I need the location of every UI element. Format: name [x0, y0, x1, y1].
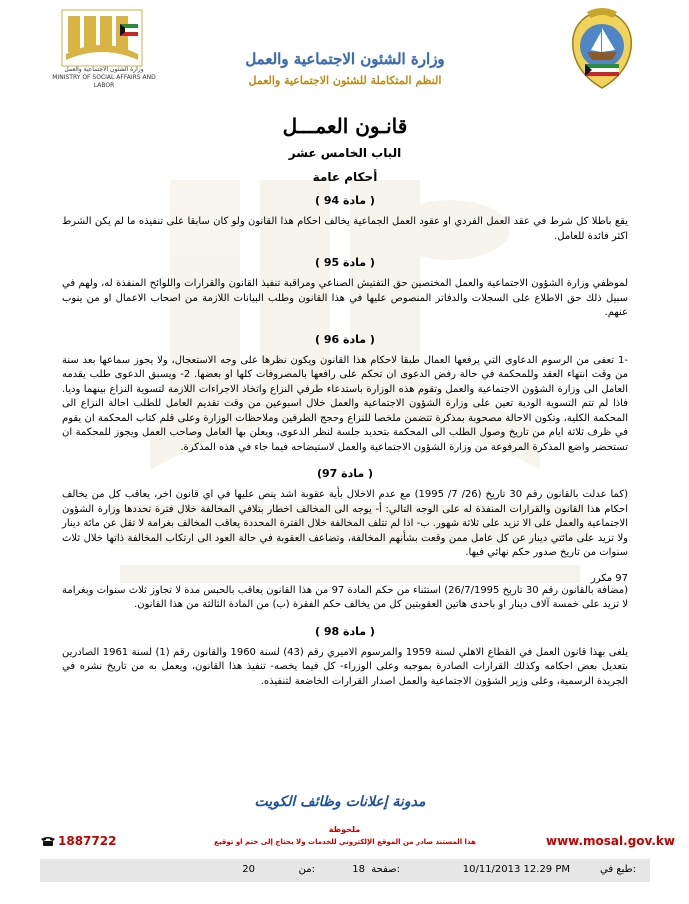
article-98-text: يلغى بهذا قانون العمل في القطاع الاهلي لسنة 1959 والمرسوم الاميري رقم (43) لسنة 1960 والقانون رقم (1) لسنة 1961 الصادرين بتعديل بعض احكامه وكذلك القرارات الصادرة بموجبه وعلى الوزراء- كل فيما يخصه- تنفيذ هذا القانون، ويعمل به من تاريخ نشره في الجريدة الرسمية، وعلى وزير الشؤون الاجتماعية والعمل اصدار القرارات الخاضعة لتنفيذه.: [62, 646, 629, 687]
page-label: صفحة:: [371, 864, 400, 875]
section-heading: أحكام عامة: [312, 170, 378, 184]
total-pages: 20: [242, 864, 255, 875]
article-97-text: (كما عدلت بالقانون رقم 30 تاريخ (26/ 7/ 1995) مع عدم الاخلال بأية عقوبة اشد ينص عليها في اي قانون اخر، يعاقب كل من يخالف احكام هذا القانون والقرارات المنفذة له على الوجه التالي: أ- يوجه الى المخالف اخطار بتلافي المخالفة خلال فترة تحددها وزارة الشؤون الاجتماعية والعمل على الا تزيد على ثلاثة شهور. ب- اذا لم تتلف المخالفة خلال الفترة المحددة يعاقب المخالف بغرامة لا تقل عن مائة دينار ولا تزيد على مائتي دينار عن كل عامل ممن وقعت بشأنهم المخالفة، وتضاعف العقوبة في حالة العود الى ارتكاب المخالفة ذاتها خلال ثلاث سنوات من تاريخ صدور حكم نهائي فيها.: [62, 489, 628, 558]
article-97-heading: ( مادة 97): [316, 467, 374, 480]
website-url[interactable]: www.mosal.gov.kw: [545, 834, 675, 848]
logo-caption: وزارة الشئون الاجتماعية والعمل MINISTRY OF SOCIAL AFFAIRS AND LABOR: [52, 66, 156, 89]
footer-note-title: ملحوظة: [328, 825, 361, 834]
article-96-heading: ( مادة 96 ): [315, 332, 375, 346]
article-94-text: يقع باطلا كل شرط في عقد العمل الفردي او عقود العمل الجماعية يخالف احكام هذا القانون ولو كان سابقا على تنفيذه ما لم يكن الشرط اكثر فائدة للعامل.: [62, 216, 628, 242]
ministry-title: وزارة الشئون الاجتماعية والعمل: [245, 50, 445, 68]
article-97-bis-label: 97 مكرر: [590, 572, 628, 584]
article-95-heading: ( مادة 95 ): [315, 256, 375, 269]
document-title: قانـون العمـــل: [282, 114, 408, 138]
print-datetime: 10/11/2013 12.29 PM: [462, 864, 570, 875]
blog-brand-caption: مدونة إعلانات وظائف الكويت: [254, 794, 426, 810]
page-number: 18: [352, 864, 365, 875]
print-label: طبع في:: [600, 864, 636, 875]
of-label: من:: [298, 864, 315, 875]
letterhead: [0, 0, 689, 108]
phone-icon: [40, 836, 56, 847]
article-97-bis-text: (مضافة بالقانون رقم 30 تاريخ 26/7/1995) استثناء من حكم المادة 97 من هذا القانون يعاقب بالحبس مدة لا تجاوز ثلاث سنوات وبغرامة لا تزيد على خمسة آلاف دينار او باحدى هاتين العقوبتين كل من يخالف حكم الفقرة (ب) من المادة الثالثة من هذا القانون.: [62, 584, 628, 610]
article-98-heading: ( مادة 98 ): [315, 624, 375, 638]
article-94-heading: ( مادة 94 ): [315, 194, 375, 207]
article-95-text: لموظفي وزارة الشؤون الاجتماعية والعمل المختصين حق التفتيش الصناعي ومراقبة تنفيذ القانون والقرارات واللوائح المنفذة له، ولهم في سبيل ذلك حق الاطلاع على السجلات والدفاتر المنصوص عليها في هذا القانون وطلب البيانات اللازمة من اصحاب الاعمال او من ينوب عنهم.: [62, 278, 628, 318]
document-body: [62, 108, 628, 695]
chapter-heading: الباب الخامس عشر: [288, 146, 402, 160]
footer-note-text: هذا المستند صادر من الموقع الإلكتروني للخدمات ولا يحتاج إلى ختم او توقيع: [214, 838, 476, 846]
print-info-bar: [40, 859, 650, 882]
ministry-subtitle: النظم المتكاملة للشئون الاجتماعية والعمل: [248, 74, 442, 87]
phone-number: 1887722: [58, 834, 117, 848]
article-96-text: -1 تعفى من الرسوم الدعاوى التي يرفعها العمال طبقا لاحكام هذا القانون ويكون نظرها على وجه الاستعجال، ولا يجوز سماعها بعد سنة من وقت انتهاء العقد وللمحكمة في حالة رفض الدعوى ان تحكم على رافعها بالمصروفات كلها او بعضها. 2- ويسبق الدعوى طلب يقدمه العامل الى وزارة الشؤون الاجتماعية والعمل وتقوم هذه الوزارة باستدعاء طرفي النزاع واتخاذ الاجراءات اللازمة لتسوية النزاع بينهما وديا. فاذا لم تتم التسوية الودية تعين على وزارة الشؤون الاجتماعية والعمل خلال اسبوعين من وقت تقديم العامل للطلب احالة النزاع الى المحكمة الكلية، وتكون الاحالة مصحوبة بمذكرة تتضمن ملخصا للنزاع وحجج الطرفين وملاحظات الوزارة وعلى قلم كتاب المحكمة ان يقوم في ظرف ثلاثة ايام من تاريخ وصول الطلب الى المحكمة بتحديد جلسة لنظر الدعوى، ويعلن بها العامل وصاحب العمل ويجوز للمحكمة ان تستحضر واضع المذكرة المرفوعة من وزارة الشؤون الاجتماعية والعمل لاستيضاحه فيما جاء في هذه المذكرة.: [62, 354, 628, 453]
kuwait-emblem-icon: [565, 6, 640, 92]
